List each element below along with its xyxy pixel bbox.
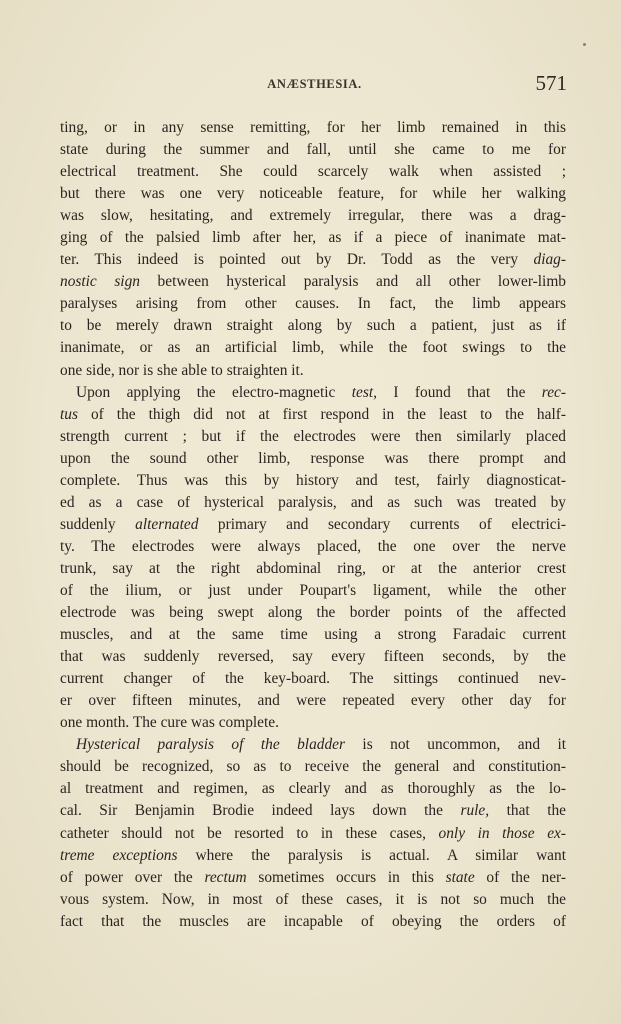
text-line [60,646,566,668]
text-line [60,271,566,293]
text-run: electrode was being swept along the border points of the affected [60,604,566,622]
text-run: electrical treatment. She could scarcely walk when assisted ; [60,163,566,181]
text-line [60,911,566,933]
body-text [60,117,566,933]
text-line [60,337,566,359]
text-run: vous system. Now, in most of these cases, it is not so much the [60,890,566,908]
text-run: ty. The electrodes were always placed, the one over the nerve [60,537,566,555]
italic-text: state [445,868,475,886]
text-line [60,360,566,382]
text-run: but there was one very noticeable feature, for while her walking [60,185,566,203]
italic-text: test, [351,383,377,401]
italic-text: diag- [533,251,566,269]
page-number: 571 [535,71,567,95]
text-line [60,161,566,183]
text-line [60,800,566,822]
text-run: that was suddenly reversed, say every fifteen seconds, by the [60,648,566,666]
text-run: should be recognized, so as to receive the general and constitution- [60,758,566,776]
italic-text: treme exceptions [60,846,178,864]
text-run: between hysterical paralysis and all other lower-limb [139,273,566,291]
text-run: paralyses arising from other causes. In fact, the limb appears [60,295,566,313]
text-run: al treatment and regimen, as clearly and as thoroughly as the lo- [60,780,566,798]
text-run: sometimes occurs in this [246,868,446,886]
text-run: trunk, say at the right abdominal ring, or at the anterior crest [60,559,566,577]
text-line [60,845,566,867]
text-line [60,227,566,249]
text-run: cal. Sir Benjamin Brodie indeed lays down the [60,802,461,820]
text-run: was slow, hesitating, and extremely irregular, there was a drag- [60,207,566,225]
text-run: primary and secondary currents of electrici- [198,515,566,533]
text-run: where the paralysis is actual. A similar want [177,846,566,864]
text-line [60,205,566,227]
text-run: state during the summer and fall, until she came to me for [60,141,566,159]
text-run: complete. Thus was this by history and test, fairly diagnosticat- [60,471,566,489]
text-line [60,867,566,889]
text-run: of the ilium, or just under Poupart's ligament, while the other [60,581,566,599]
text-line [60,117,566,139]
text-line [60,514,566,536]
text-line [60,602,566,624]
text-line [60,734,566,756]
text-line [60,668,566,690]
text-run: inanimate, or as an artificial limb, while the foot swings to the [60,339,566,357]
text-run: ter. This indeed is pointed out by Dr. Todd as the very [60,251,534,269]
italic-text: rule, [460,802,490,820]
running-head [62,71,567,97]
text-run: one month. The cure was complete. [60,714,279,732]
text-line [60,823,566,845]
italic-text: Hysterical paralysis of the bladder [76,736,345,754]
text-line [60,558,566,580]
text-line [60,470,566,492]
text-run: muscles, and at the same time using a strong Faradaic current [60,626,566,644]
text-run: that the [489,802,566,820]
text-run: I found that the [377,383,542,401]
text-line [60,778,566,800]
text-line [60,448,566,470]
italic-text: only in those ex- [438,824,566,842]
text-line [60,756,566,778]
text-line [60,536,566,558]
text-line [60,183,566,205]
text-line [60,293,566,315]
text-run: of power over the [60,868,205,886]
text-run: upon the sound other limb, response was there prompt and [60,449,566,467]
text-line [60,889,566,911]
running-title: ANÆSTHESIA. [267,77,362,91]
text-line [60,404,566,426]
text-run: fact that the muscles are incapable of obeying the orders of [60,912,566,930]
text-run: one side, nor is she able to straighten it. [60,361,304,379]
text-run: catheter should not be resorted to in these cases, [60,824,439,842]
text-line [60,426,566,448]
italic-text: rectum [204,868,247,886]
text-line [60,315,566,337]
text-run: is not uncommon, and it [344,736,566,754]
text-run: suddenly [60,515,136,533]
text-run: Upon applying the electro-magnetic [76,383,352,401]
italic-text: alternated [135,515,199,533]
text-run: ting, or in any sense remitting, for her limb remained in this [60,119,566,136]
text-line [60,690,566,712]
paper-speck [583,43,586,46]
text-line [60,580,566,602]
text-line [60,492,566,514]
text-run: ging of the palsied limb after her, as if a piece of inanimate mat- [60,229,566,247]
text-run: ed as a case of hysterical paralysis, and as such was treated by [60,493,566,511]
text-run: to be merely drawn straight along by such a patient, just as if [60,317,566,335]
text-line [60,139,566,161]
text-line [60,382,566,404]
italic-text: nostic sign [60,273,140,291]
text-run: of the ner- [474,868,566,886]
text-run: current changer of the key-board. The sittings continued nev- [60,670,566,688]
italic-text: tus [60,405,78,423]
italic-text: rec- [541,383,566,401]
text-line [60,249,566,271]
text-line [60,712,566,734]
text-line [60,624,566,646]
text-run: strength current ; but if the electrodes were then similarly placed [60,427,566,445]
text-run: of the thigh did not at first respond in the least to the half- [77,405,566,423]
text-run: er over fifteen minutes, and were repeated every other day for [60,692,566,710]
